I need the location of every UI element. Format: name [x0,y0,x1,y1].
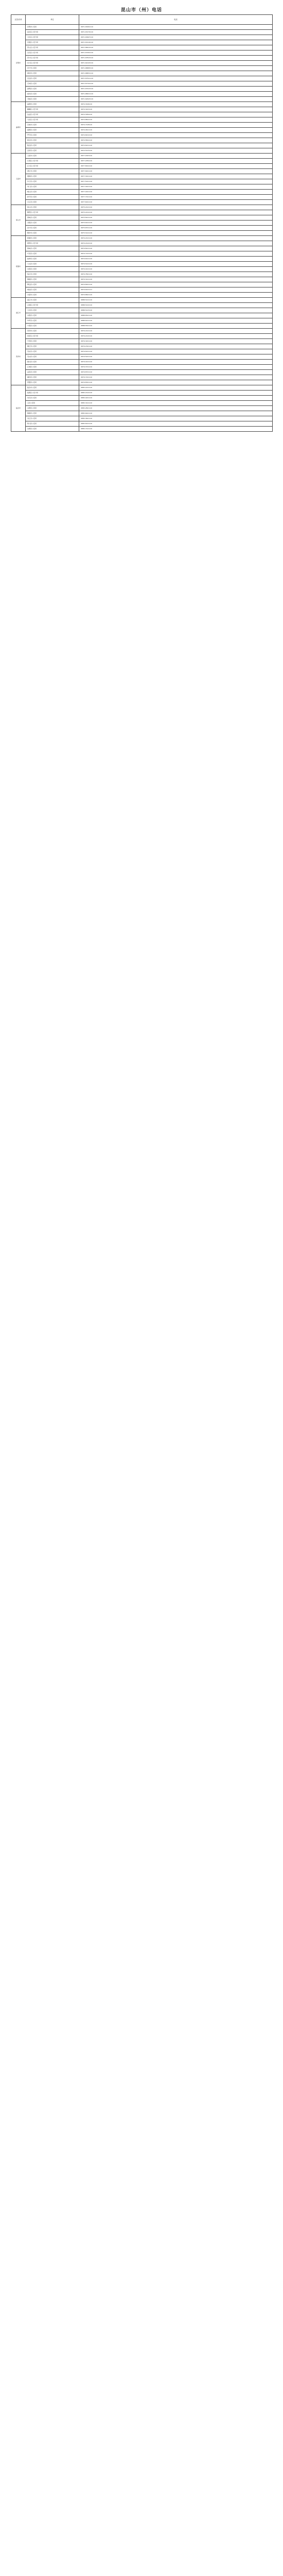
unit-cell: 耿马县公安局 [26,421,79,427]
table-row [11,396,273,401]
column-header-region: 区县/市州 [11,15,26,25]
unit-cell: 江川区公安分局 [26,164,79,169]
table-row [11,92,273,97]
phone-cell: 0883-6421110 [79,411,273,416]
column-header-unit: 单位 [26,15,79,25]
table-row [11,411,273,416]
phone-cell: 0871-62143110 [79,61,273,66]
phone-cell: 0875-2212110 [79,210,273,215]
phone-cell: 0871-62623110 [79,97,273,102]
phone-cell: 0875-6121110 [79,221,273,226]
table-row [11,385,273,391]
phone-cell: 0883-2121110 [79,385,273,391]
table-row [11,87,273,92]
phone-cell: 0879-4121110 [79,360,273,365]
phone-cell: 0879-3221110 [79,339,273,344]
phone-cell: 0874-6211110 [79,143,273,148]
unit-cell: 隆阳区公安分局 [26,210,79,215]
table-row [11,133,273,138]
phone-cell: 0877-6011110 [79,200,273,205]
phone-cell: 0879-8321110 [79,380,273,385]
phone-cell: 0879-8721110 [79,370,273,375]
phone-cell: 0877-3011110 [79,174,273,179]
phone-cell: 0888-5122110 [79,303,273,308]
unit-cell: 永胜县公安局 [26,313,79,318]
phone-cell: 0870-7821110 [79,272,273,277]
table-row [11,318,273,324]
phone-cell: 0870-5121110 [79,262,273,267]
unit-cell: 华宁县公安局 [26,179,79,184]
unit-cell: 腾冲市公安局 [26,231,79,236]
table-row [11,179,273,184]
table-row [11,277,273,282]
phone-cell: 0870-2121110 [79,236,273,241]
unit-cell: 安宁市公安局 [26,66,79,71]
table-row [11,406,273,411]
table-row [11,267,273,272]
unit-cell: 江城县公安局 [26,365,79,370]
table-row [11,231,273,236]
unit-cell: 富源县公安局 [26,128,79,133]
table-row [11,81,273,87]
phone-cell: 0877-4911110 [79,184,273,190]
region-cell: 昭通市 [11,236,26,298]
phone-cell: 0879-5221110 [79,354,273,360]
unit-cell: 孟连县公安局 [26,370,79,375]
unit-cell: 威信县公安局 [26,287,79,293]
table-row [11,66,273,71]
table-row [11,71,273,76]
phone-cell: 0871-68212110 [79,45,273,50]
table-row [11,365,273,370]
unit-cell: 昭通市公安局 [26,236,79,241]
table-row [11,308,273,313]
unit-cell: 镇沅县公安局 [26,360,79,365]
phone-cell: 0874-3059110 [79,112,273,117]
unit-cell: 易门县公安局 [26,184,79,190]
region-cell: 昆明市 [11,25,26,102]
unit-cell: 马龙区公安分局 [26,117,79,123]
phone-cell: 0870-8121110 [79,246,273,251]
phone-cell: 0871-67791110 [79,81,273,87]
table-row [11,40,273,45]
table-row [11,324,273,329]
table-row [11,416,273,421]
table-row [11,210,273,215]
table-row [11,282,273,287]
table-row [11,174,273,179]
phone-cell: 0888-5521110 [79,324,273,329]
unit-cell: 巧家县公安局 [26,251,79,257]
unit-cell: 东川区公安分局 [26,61,79,66]
unit-cell: 临翔区公安分局 [26,391,79,396]
table-row [11,112,273,117]
unit-cell: 五华区公安分局 [26,35,79,40]
phone-cell: 0871-67813110 [79,56,273,61]
unit-cell: 临沧市公安局 [26,385,79,391]
phone-cell: 0883-4221110 [79,396,273,401]
table-row [11,246,273,251]
unit-cell: 师宗县公安局 [26,138,79,143]
table-row [11,154,273,159]
unit-cell: 禄劝县公安局 [26,92,79,97]
table-row [11,128,273,133]
table-row [11,349,273,354]
unit-cell: 宁洱县公安局 [26,339,79,344]
unit-cell: 石林县公安局 [26,81,79,87]
phone-cell: 0883-3121110 [79,401,273,406]
unit-cell: 会泽县公安局 [26,148,79,154]
unit-cell: 麒麟区公安分局 [26,107,79,112]
unit-cell: 施甸县公安局 [26,215,79,221]
region-cell: 普洱市 [11,329,26,385]
phone-cell: 0879-3721110 [79,365,273,370]
unit-cell: 双江县公安局 [26,416,79,421]
phone-cell: 0879-2121110 [79,329,273,334]
unit-cell: 昆明市公安局 [26,25,79,30]
table-row [11,401,273,406]
table-row [11,56,273,61]
phone-cell: 0871-68911110 [79,92,273,97]
table-row [11,169,273,174]
phone-cell: 0883-2122110 [79,391,273,396]
unit-cell: 绥江县公安局 [26,272,79,277]
unit-cell: 晋宁区公安分局 [26,56,79,61]
unit-cell: 思茅区公安分局 [26,334,79,339]
unit-cell: 宜良县公安局 [26,76,79,81]
table-row [11,123,273,128]
unit-cell: 盘龙区公安分局 [26,30,79,35]
table-row [11,257,273,262]
phone-cell: 0871-63179110 [79,30,273,35]
unit-cell: 昭阳区公安分局 [26,241,79,246]
phone-cell: 0877-6911110 [79,169,273,174]
unit-cell: 保山市公安局 [26,205,79,210]
phone-cell: 0871-63647110 [79,35,273,40]
phone-cell: 0874-4611110 [79,128,273,133]
unit-cell: 龙陵县公安局 [26,221,79,226]
unit-cell: 玉龙县公安局 [26,308,79,313]
table-row [11,226,273,231]
phone-cell: 0871-63061110 [79,25,273,30]
phone-cell: 0871-67521110 [79,76,273,81]
phone-cell: 0879-6121110 [79,349,273,354]
table-row [11,97,273,102]
unit-cell: 镇雄县公安局 [26,277,79,282]
phone-cell: 0883-7121110 [79,427,273,432]
table-row [11,159,273,164]
phone-cell: 0888-6521110 [79,313,273,318]
phone-cell: 0871-68683110 [79,66,273,71]
unit-cell: 官渡区公安分局 [26,40,79,45]
phone-cell: 0883-6121110 [79,421,273,427]
unit-cell: 玉溪市公安局 [26,154,79,159]
phone-cell: 0871-67913110 [79,87,273,92]
phone-cell: 0879-7221110 [79,375,273,380]
table-row [11,30,273,35]
unit-cell: 沧源县公安局 [26,427,79,432]
table-row [11,262,273,267]
phone-cell: 0875-8721110 [79,226,273,231]
unit-cell: 华坪县公安局 [26,318,79,324]
table-row [11,241,273,246]
phone-cell: 0875-5121110 [79,231,273,236]
phone-cell: 0870-8621110 [79,293,273,298]
table-row [11,354,273,360]
unit-cell: 寻甸县公安局 [26,97,79,102]
unit-cell: 陆良县公安局 [26,143,79,148]
phone-cell: 0883-3621110 [79,416,273,421]
table-row [11,143,273,148]
phone-cell: 0877-7011110 [79,195,273,200]
phone-cell: 0888-5121110 [79,298,273,303]
unit-cell: 镇康县公安局 [26,411,79,416]
unit-cell: 通海县公安局 [26,174,79,179]
unit-cell: 古城区公安分局 [26,303,79,308]
unit-cell: 永德县公安局 [26,406,79,411]
unit-cell: 嵩明县公安局 [26,87,79,92]
table-row [11,45,273,50]
table-row [11,205,273,210]
table-row [11,251,273,257]
phone-cell: 0874-7128110 [79,123,273,128]
phone-cell: 0874-3223110 [79,107,273,112]
table-row [11,421,273,427]
unit-cell: 景谷县公安局 [26,354,79,360]
unit-cell: 富民县公安局 [26,71,79,76]
unit-cell: 墨江县公安局 [26,344,79,349]
table-row [11,380,273,385]
unit-cell: 云县公安局 [26,401,79,406]
table-row [11,25,273,30]
table-row [11,391,273,396]
table-row [11,102,273,107]
table-row [11,164,273,169]
table-row [11,195,273,200]
phone-cell: 0871-63116110 [79,40,273,45]
region-cell: 曲靖市 [11,102,26,154]
table-row [11,334,273,339]
phone-cell: 0870-6121111 [79,287,273,293]
table-row [11,329,273,334]
unit-cell: 红塔区公安分局 [26,159,79,164]
table-row [11,375,273,380]
unit-cell: 永善县公安局 [26,267,79,272]
phone-cell: 0877-8012110 [79,164,273,169]
unit-cell: 西山区公安分局 [26,45,79,50]
table-row [11,298,273,303]
phone-cell: 0870-7121110 [79,251,273,257]
phone-cell: 0877-4011110 [79,190,273,195]
table-row [11,287,273,293]
phone-cell: 0870-3121110 [79,277,273,282]
table-row [11,303,273,308]
unit-cell: 凤庆县公安局 [26,396,79,401]
table-row [11,313,273,318]
unit-cell: 水富市公安局 [26,293,79,298]
phone-cell: 0874-3196110 [79,102,273,107]
table-row [11,117,273,123]
unit-cell: 新平县公安局 [26,195,79,200]
table-body [11,25,273,432]
unit-cell: 峨山县公安局 [26,190,79,195]
table-row [11,76,273,81]
document-title: 昆山市（州）电话 [120,8,162,13]
table-row [11,200,273,205]
phone-cell: 0888-6121110 [79,318,273,324]
unit-cell: 沾益区公安分局 [26,112,79,117]
unit-cell: 昌宁县公安局 [26,226,79,231]
phone-cell: 0874-8212110 [79,133,273,138]
table-row [11,236,273,241]
table-row [11,272,273,277]
unit-cell: 鲁甸县公安局 [26,246,79,251]
phone-cell: 0870-6121110 [79,257,273,262]
unit-cell: 西盟县公安局 [26,380,79,385]
unit-cell: 盐津县公安局 [26,257,79,262]
unit-cell: 宁蒗县公安局 [26,324,79,329]
phone-cell: 0871-67461110 [79,50,273,56]
phone-cell: 0870-4121110 [79,267,273,272]
unit-cell: 澜沧县公安局 [26,375,79,380]
table-row [11,35,273,40]
phone-cell: 0874-5812110 [79,138,273,143]
unit-cell: 曲靖市公安局 [26,102,79,107]
table-row [11,221,273,226]
unit-cell: 澄江市公安局 [26,169,79,174]
phone-cell: 0888-5123110 [79,308,273,313]
table-row [11,61,273,66]
unit-cell: 宣威市公安局 [26,123,79,128]
phone-cell: 0879-2122110 [79,334,273,339]
unit-cell: 罗平县公安局 [26,133,79,138]
table-row [11,138,273,143]
unit-cell: 普洱市公安局 [26,329,79,334]
unit-cell: 大关县公安局 [26,262,79,267]
column-header-phone: 电话 [79,15,273,25]
table-row [11,190,273,195]
table-row [11,107,273,112]
phone-cell: 0870-6421110 [79,282,273,287]
unit-cell: 彝良县公安局 [26,282,79,287]
table-row [11,148,273,154]
region-cell: 丽江市 [11,298,26,329]
phone-cell: 0879-2321110 [79,344,273,349]
table-row [11,344,273,349]
table-row [11,427,273,432]
phone-cell: 0877-5011110 [79,179,273,184]
phone-cell: 0875-8121110 [79,215,273,221]
table-row [11,50,273,56]
table-row [11,360,273,365]
phone-cell: 0877-2054110 [79,159,273,164]
unit-cell: 呈贡区公安分局 [26,50,79,56]
phone-cell: 0870-2122110 [79,241,273,246]
phone-cell: 0874-5123110 [79,148,273,154]
unit-cell: 元江县公安局 [26,200,79,205]
table-row [11,370,273,375]
unit-cell: 丽江市公安局 [26,298,79,303]
region-cell: 临沧市 [11,385,26,432]
phone-directory-table [11,14,273,432]
table-row [11,339,273,344]
table-row [11,215,273,221]
phone-cell: 0875-2121110 [79,205,273,210]
region-cell: 玉溪市 [11,154,26,205]
phone-cell: 0883-2821110 [79,406,273,411]
table-header-row [11,15,273,25]
phone-cell: 0874-8812110 [79,117,273,123]
table-row [11,293,273,298]
region-cell: 保山市 [11,205,26,236]
phone-cell: 0877-2023110 [79,154,273,159]
unit-cell: 景东县公安局 [26,349,79,354]
table-row [11,184,273,190]
phone-cell: 0871-68831110 [79,71,273,76]
